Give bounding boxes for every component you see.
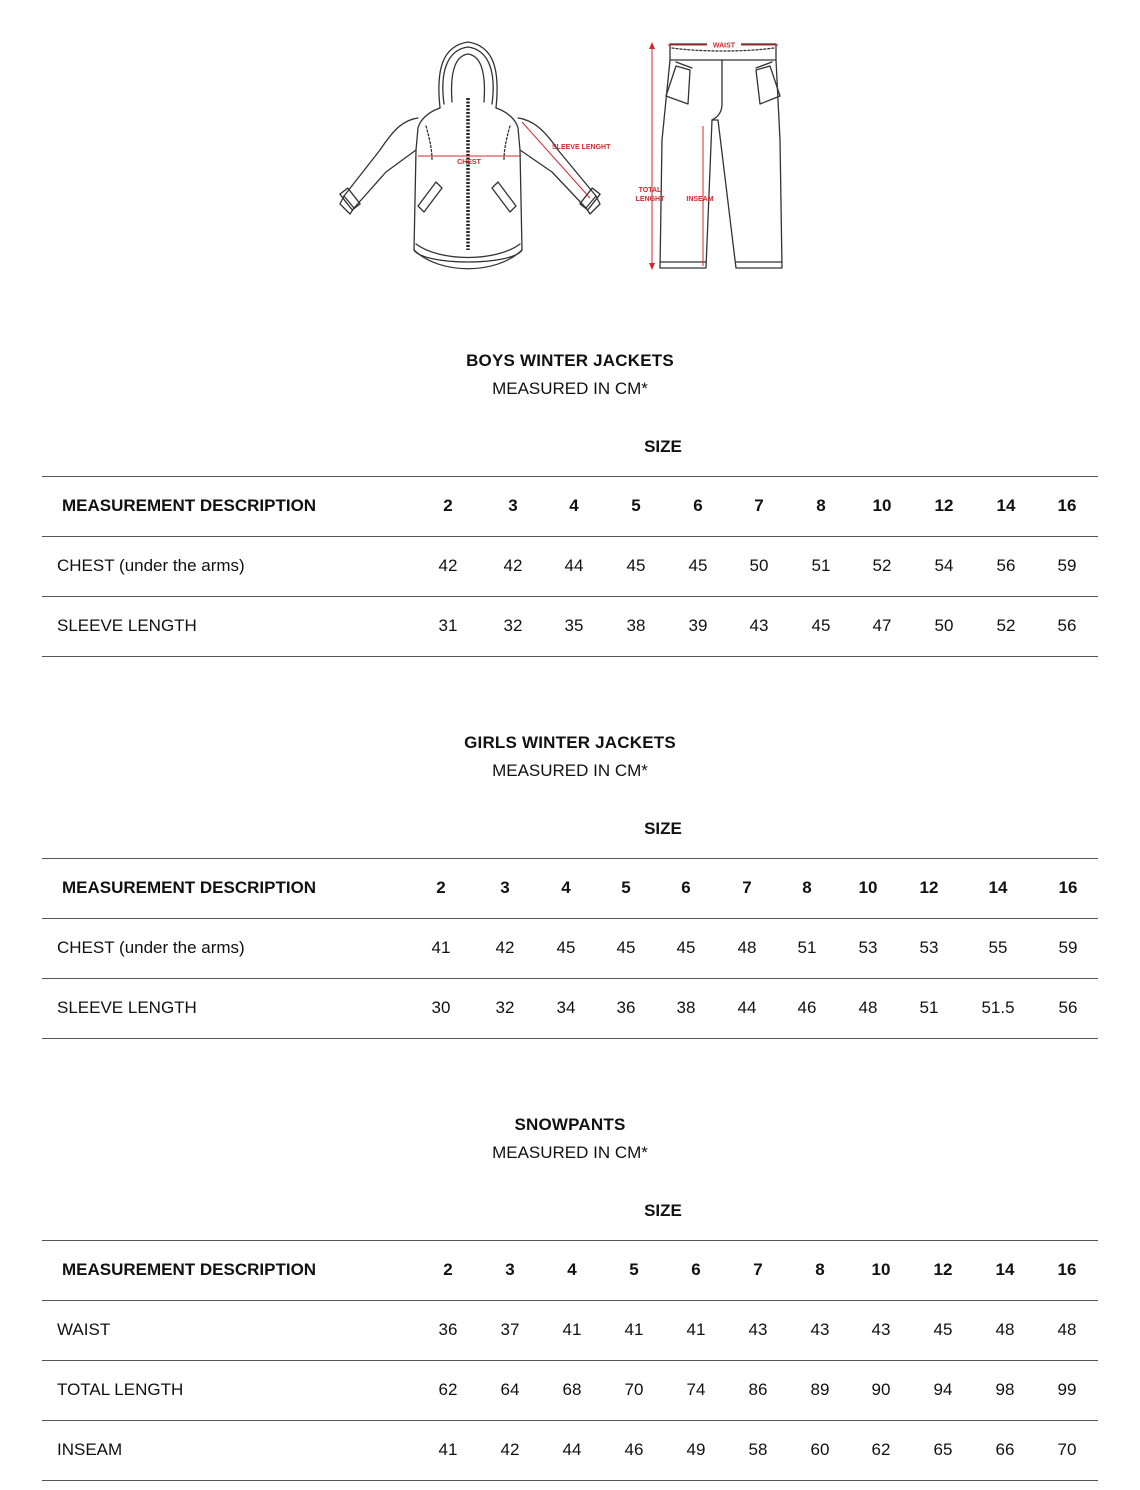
section-subtitle: MEASURED IN CM* <box>492 1143 648 1162</box>
table-cell: 48 <box>737 938 757 957</box>
size-table <box>42 858 1098 1040</box>
size-header: 16 <box>1057 496 1077 515</box>
table-cell: 45 <box>616 938 636 957</box>
table-cell: 41 <box>438 1440 458 1459</box>
table-cell: 45 <box>688 556 708 575</box>
table-rule <box>42 1300 1098 1301</box>
size-header: 14 <box>996 496 1016 515</box>
inseam-measure-label: INSEAM <box>686 196 714 203</box>
table-cell: 94 <box>933 1380 953 1399</box>
table-cell: 62 <box>871 1440 891 1459</box>
size-header: 10 <box>858 878 878 897</box>
header-label: MEASUREMENT DESCRIPTION <box>62 496 317 515</box>
size-header: 10 <box>872 496 892 515</box>
table-cell: 43 <box>748 1320 768 1339</box>
table-rule <box>42 476 1098 477</box>
table-cell: 48 <box>1057 1320 1077 1339</box>
row-label: CHEST (under the arms) <box>57 556 245 575</box>
size-header: 4 <box>569 496 579 515</box>
size-header: 3 <box>505 1260 515 1279</box>
table-rule <box>42 1240 1098 1241</box>
table-cell: 36 <box>438 1320 458 1339</box>
table-rule <box>42 596 1098 597</box>
table-cell: 65 <box>933 1440 953 1459</box>
table-cell: 42 <box>495 938 515 957</box>
table-cell: 45 <box>676 938 696 957</box>
table-cell: 30 <box>431 998 451 1017</box>
table-cell: 98 <box>995 1380 1015 1399</box>
table-cell: 51 <box>797 938 817 957</box>
size-header: 2 <box>436 878 446 897</box>
size-table <box>42 476 1098 658</box>
table-cell: 52 <box>872 556 892 575</box>
size-header: 5 <box>621 878 631 897</box>
size-header: 7 <box>742 878 752 897</box>
size-header: 6 <box>681 878 691 897</box>
sleeve-measure-label: SLEEVE LENGHT <box>552 144 611 151</box>
table-cell: 43 <box>749 616 769 635</box>
table-cell: 41 <box>562 1320 582 1339</box>
size-header: 7 <box>754 496 764 515</box>
table-cell: 38 <box>676 998 696 1017</box>
size-header: 8 <box>816 496 826 515</box>
table-cell: 59 <box>1058 938 1078 957</box>
table-cell: 70 <box>624 1380 644 1399</box>
table-cell: 45 <box>556 938 576 957</box>
table-cell: 43 <box>871 1320 891 1339</box>
size-header: 8 <box>815 1260 825 1279</box>
table-cell: 41 <box>431 938 451 957</box>
table-cell: 68 <box>562 1380 582 1399</box>
table-cell: 60 <box>810 1440 830 1459</box>
header-label: MEASUREMENT DESCRIPTION <box>62 1260 317 1279</box>
size-label: SIZE <box>644 437 682 456</box>
table-cell: 90 <box>871 1380 891 1399</box>
total-length-measure-label-2: LENGHT <box>635 196 665 203</box>
size-label: SIZE <box>644 1201 682 1220</box>
table-cell: 58 <box>748 1440 768 1459</box>
table-cell: 54 <box>934 556 954 575</box>
table-cell: 86 <box>748 1380 768 1399</box>
table-cell: 50 <box>934 616 954 635</box>
section-subtitle: MEASURED IN CM* <box>492 761 648 780</box>
table-cell: 41 <box>624 1320 644 1339</box>
garment-illustration <box>0 0 1140 290</box>
size-header: 4 <box>561 878 571 897</box>
table-cell: 32 <box>495 998 515 1017</box>
table-cell: 99 <box>1057 1380 1077 1399</box>
size-table <box>42 1240 1098 1482</box>
table-cell: 44 <box>562 1440 582 1459</box>
table-cell: 48 <box>858 998 878 1017</box>
table-rule <box>42 536 1098 537</box>
table-cell: 36 <box>616 998 636 1017</box>
row-label: TOTAL LENGTH <box>57 1380 184 1399</box>
size-header: 12 <box>934 496 954 515</box>
size-label: SIZE <box>644 819 682 838</box>
table-cell: 51 <box>919 998 939 1017</box>
size-header: 14 <box>995 1260 1015 1279</box>
table-cell: 42 <box>500 1440 520 1459</box>
size-header: 7 <box>753 1260 763 1279</box>
section-title: SNOWPANTS <box>514 1115 626 1134</box>
row-label: CHEST (under the arms) <box>57 938 245 957</box>
table-cell: 44 <box>564 556 584 575</box>
table-cell: 46 <box>624 1440 644 1459</box>
table-cell: 39 <box>688 616 708 635</box>
table-cell: 42 <box>438 556 458 575</box>
table-rule <box>42 1038 1098 1039</box>
table-cell: 37 <box>500 1320 520 1339</box>
table-cell: 53 <box>919 938 939 957</box>
table-cell: 70 <box>1057 1440 1077 1459</box>
table-cell: 41 <box>686 1320 706 1339</box>
table-cell: 59 <box>1057 556 1077 575</box>
table-cell: 53 <box>858 938 878 957</box>
size-header: 5 <box>631 496 641 515</box>
table-cell: 38 <box>626 616 646 635</box>
size-header: 14 <box>988 878 1008 897</box>
table-rule <box>42 656 1098 657</box>
section-subtitle: MEASURED IN CM* <box>492 379 648 398</box>
table-cell: 51.5 <box>981 998 1015 1017</box>
size-header: 2 <box>443 496 453 515</box>
size-header: 12 <box>919 878 939 897</box>
row-label: INSEAM <box>57 1440 123 1459</box>
table-cell: 50 <box>749 556 769 575</box>
table-cell: 43 <box>810 1320 830 1339</box>
total-length-measure-label-1: TOTAL <box>638 187 662 194</box>
size-header: 5 <box>629 1260 639 1279</box>
section-title: GIRLS WINTER JACKETS <box>464 733 676 752</box>
size-header: 4 <box>567 1260 577 1279</box>
size-header: 6 <box>693 496 703 515</box>
table-cell: 55 <box>988 938 1008 957</box>
table-cell: 32 <box>503 616 523 635</box>
table-cell: 56 <box>1058 998 1078 1017</box>
table-cell: 62 <box>438 1380 458 1399</box>
size-header: 16 <box>1057 1260 1077 1279</box>
row-label: WAIST <box>57 1320 111 1339</box>
table-cell: 48 <box>995 1320 1015 1339</box>
table-cell: 47 <box>872 616 892 635</box>
row-label: SLEEVE LENGTH <box>57 998 197 1017</box>
table-cell: 74 <box>686 1380 706 1399</box>
size-header: 8 <box>802 878 812 897</box>
table-cell: 49 <box>686 1440 706 1459</box>
size-header: 3 <box>500 878 510 897</box>
pants-drawing <box>0 0 1140 290</box>
table-rule <box>42 858 1098 859</box>
table-rule <box>42 918 1098 919</box>
table-cell: 56 <box>996 556 1016 575</box>
table-cell: 45 <box>933 1320 953 1339</box>
table-cell: 44 <box>737 998 757 1017</box>
table-rule <box>42 978 1098 979</box>
size-header: 3 <box>508 496 518 515</box>
table-cell: 46 <box>797 998 817 1017</box>
row-label: SLEEVE LENGTH <box>57 616 197 635</box>
size-header: 12 <box>933 1260 953 1279</box>
table-cell: 45 <box>626 556 646 575</box>
table-cell: 34 <box>556 998 576 1017</box>
table-cell: 35 <box>564 616 584 635</box>
waist-measure-label: WAIST <box>712 42 736 50</box>
table-cell: 52 <box>996 616 1016 635</box>
table-rule <box>42 1480 1098 1481</box>
table-cell: 56 <box>1057 616 1077 635</box>
table-cell: 31 <box>438 616 458 635</box>
table-rule <box>42 1360 1098 1361</box>
table-rule <box>42 1420 1098 1421</box>
header-label: MEASUREMENT DESCRIPTION <box>62 878 317 897</box>
table-cell: 89 <box>810 1380 830 1399</box>
size-header: 2 <box>443 1260 453 1279</box>
table-cell: 42 <box>503 556 523 575</box>
section-title: BOYS WINTER JACKETS <box>466 351 674 370</box>
size-header: 16 <box>1058 878 1078 897</box>
table-cell: 64 <box>500 1380 520 1399</box>
table-cell: 51 <box>811 556 831 575</box>
table-cell: 45 <box>811 616 831 635</box>
size-header: 10 <box>871 1260 891 1279</box>
table-cell: 66 <box>995 1440 1015 1459</box>
chest-measure-label: CHEST <box>457 159 481 166</box>
size-header: 6 <box>691 1260 701 1279</box>
